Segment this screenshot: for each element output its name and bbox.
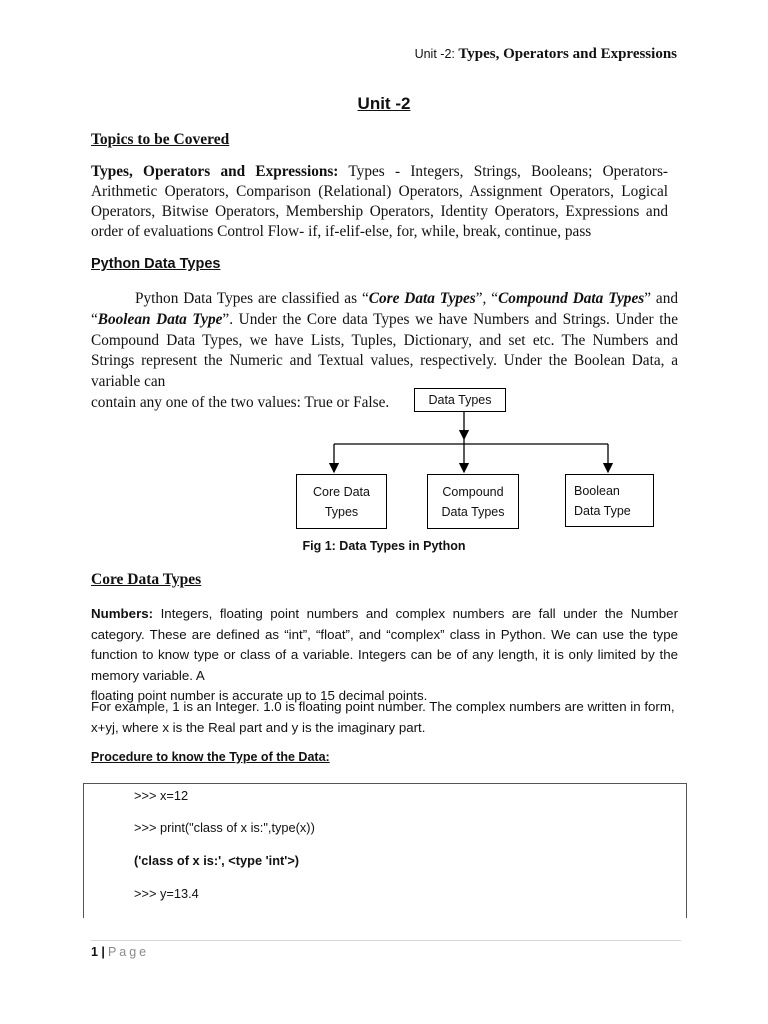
page-footer <box>91 945 149 959</box>
core-data-types-heading: Core Data Types <box>91 571 202 588</box>
example-body: For example, 1 is an Integer. 1.0 is floating point number. The complex numbers are written in form, <box>91 699 675 714</box>
pdt-core-term: Core Data Types <box>368 290 476 307</box>
code-line: >>> x=12 <box>134 788 189 803</box>
pdt-text-4: ”. Under the Core data Types we have Numbers and Strings. Under the Compound Data Types, we have Lists, Tuples, Dictionary, and set etc. The Numbers and Strings represent the Numeric and Textual values, respectively. Under the Boolean Data, a variable can <box>91 310 678 391</box>
procedure-heading: Procedure to know the Type of the Data: <box>91 750 330 764</box>
pdt-text-1: Python Data Types are classified as “ <box>135 290 369 307</box>
code-line: >>> y=13.4 <box>134 886 199 901</box>
page-title: Unit -2 <box>357 94 411 113</box>
topics-heading: Topics to be Covered <box>91 131 230 148</box>
numbers-paragraph <box>91 604 678 707</box>
pdt-text-5: contain any one of the two values: True or False. <box>91 393 390 411</box>
code-output-line: ('class of x is:', <type 'int'>) <box>134 853 300 868</box>
diagram-node-boolean: Boolean Data Type <box>565 474 654 527</box>
figure-caption: Fig 1: Data Types in Python <box>302 539 466 553</box>
topics-paragraph <box>91 162 668 242</box>
topics-lead: Types, Operators and Expressions: <box>91 163 339 180</box>
diagram-node-core: Core Data Types <box>296 474 387 529</box>
python-data-types-heading: Python Data Types <box>91 256 221 272</box>
diagram-node-compound: Compound Data Types <box>427 474 519 529</box>
numbers-lead: Numbers: <box>91 606 154 621</box>
footer-separator: | <box>97 945 105 959</box>
pdt-boolean-term: Boolean Data Type <box>97 310 223 328</box>
numbers-last-line: floating point number is accurate up to 15 decimal points. <box>91 688 428 703</box>
page-number: 1 <box>91 945 98 959</box>
pdt-compound-term: Compound Data Types <box>498 290 645 307</box>
diagram-node-data-types: Data Types <box>414 388 506 412</box>
code-line: >>> print("class of x is:",type(x)) <box>134 820 315 835</box>
example-paragraph <box>91 697 678 738</box>
pdt-text-2: ”, “ <box>475 290 499 307</box>
numbers-body: Integers, floating point numbers and complex numbers are fall under the Number category. These are defined as “int”, “float”, and “complex” class in Python. We can use the type function to know type or class of a variable. Integers can be of any length, it is only limited by the memory variable. A <box>91 606 678 683</box>
running-header-title: Types, Operators and Expressions <box>454 46 677 62</box>
data-types-diagram <box>290 384 670 534</box>
code-box <box>83 783 687 918</box>
footer-divider <box>91 940 681 941</box>
running-header <box>415 46 677 63</box>
example-last-line: x+yj, where x is the Real part and y is the imaginary part. <box>91 719 426 735</box>
pdt-text-3: ” and “ <box>91 290 678 328</box>
page-label: Page <box>107 945 150 959</box>
running-header-unit: Unit -2: <box>414 47 455 61</box>
topics-body: Types - Integers, Strings, Booleans; Operators- Arithmetic Operators, Comparison (Relational) Operators, Assignment Operators, Logical Operators, Bitwise Operators, Membership Operators, Identity Operators, Expressions and order of evaluations Control Flow- if, if-elif-else, for, while, break, continue, pass <box>91 163 668 240</box>
